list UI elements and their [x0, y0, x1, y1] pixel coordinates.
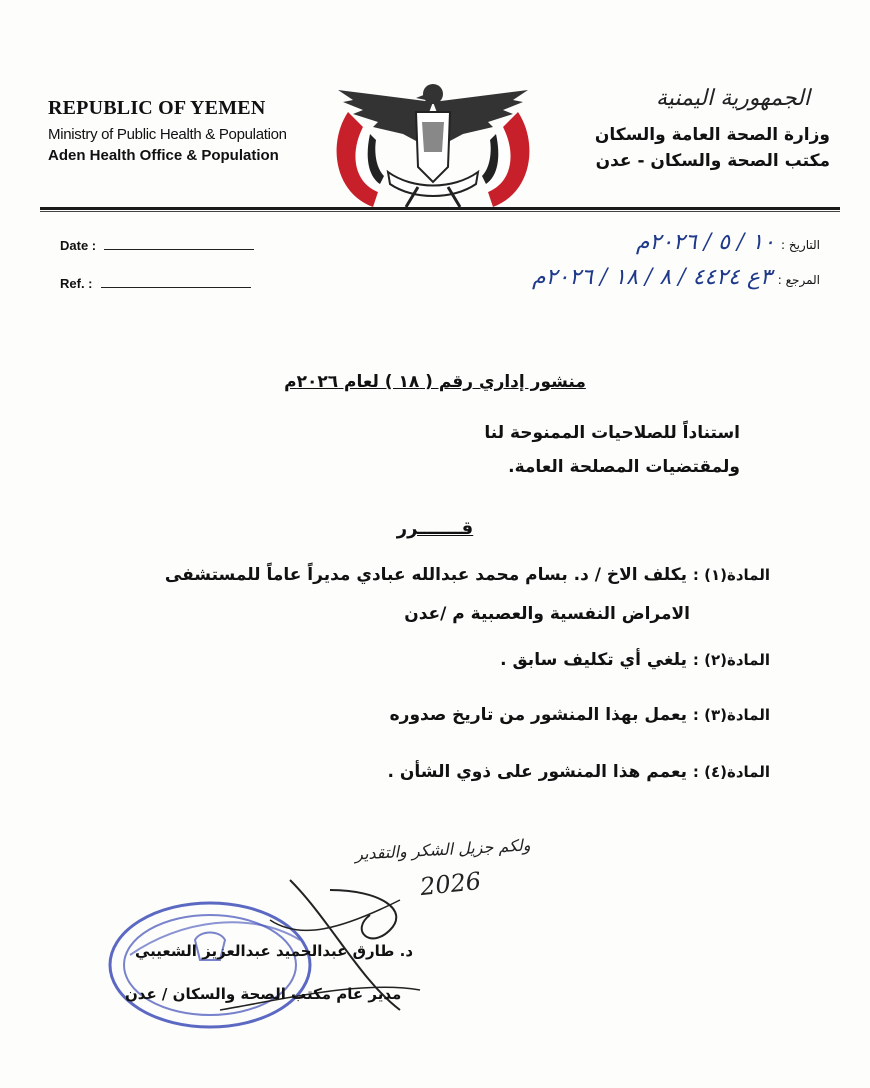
article-label: المادة(٢) : — [692, 651, 770, 669]
country-name-en: REPUBLIC OF YEMEN — [48, 97, 266, 119]
signatory-name: د. طارق عبدالحميد عبدالعزيز الشعيبي — [135, 942, 414, 960]
article-text: الامراض النفسية والعصبية م /عدن — [404, 604, 690, 624]
ministry-name-ar: وزارة الصحة العامة والسكان — [594, 125, 830, 145]
document-title: منشور إداري رقم ( ١٨ ) لعام ٢٠٢٦م — [284, 372, 586, 392]
header-divider — [40, 207, 840, 210]
header-divider-thin — [40, 211, 840, 212]
article-text: يلغي أي تكليف سابق . — [500, 650, 687, 670]
signatory-title: مدير عام مكتب الصحة والسكان / عدن — [125, 985, 402, 1003]
date-blank-line — [104, 237, 254, 250]
intro-line-2: ولمقتضيات المصلحة العامة. — [508, 457, 740, 477]
article-label: المادة(٣) : — [692, 706, 770, 724]
date-value-ar: ١٠ / ٥ / ٢٠٢٦م — [635, 230, 775, 255]
article-1-continuation — [404, 604, 690, 624]
article-label: المادة(٤) : — [692, 763, 770, 781]
article-2 — [500, 650, 770, 670]
ref-value-ar: ٣ع ٤٤٢٤ / ٨ / ١٨ / ٢٠٢٦م — [531, 265, 772, 290]
decided-heading: قـــــــرر — [396, 518, 474, 539]
date-field-ar — [636, 230, 820, 255]
office-name-en: Aden Health Office & Population — [48, 147, 279, 164]
official-stamp-icon — [100, 860, 540, 1060]
ref-field-en — [60, 275, 251, 291]
closing-handwritten: ولكم جزيل الشكر والتقدير — [354, 835, 531, 864]
article-text: يعمل بهذا المنشور من تاريخ صدوره — [389, 705, 687, 725]
article-1 — [165, 565, 770, 585]
office-name-ar: مكتب الصحة والسكان - عدن — [595, 151, 830, 171]
year-handwritten: 2026 — [418, 866, 483, 902]
date-field-en — [60, 237, 254, 253]
article-label: المادة(١) : — [692, 566, 770, 584]
header-english — [48, 97, 328, 164]
ref-blank-line — [101, 275, 251, 288]
intro-line-1: استناداً للصلاحيات الممنوحة لنا — [484, 423, 740, 443]
article-3 — [390, 705, 770, 725]
country-name-ar: الجمهورية اليمنية — [655, 86, 810, 111]
article-text: يكلف الاخ / د. بسام محمد عبدالله عبادي مديراً عاماً للمستشفى — [164, 565, 687, 585]
ref-label-ar: المرجع : — [777, 273, 820, 287]
yemen-emblem-icon — [318, 72, 548, 212]
ref-field-ar — [532, 265, 820, 290]
article-4 — [388, 762, 770, 782]
ministry-name-en: Ministry of Public Health & Population — [48, 126, 287, 143]
date-label-en: Date : — [60, 238, 97, 253]
date-label-ar: التاريخ : — [780, 238, 820, 252]
header-arabic — [560, 86, 830, 171]
ref-label-en: Ref. : — [60, 276, 93, 291]
article-text: يعمم هذا المنشور على ذوي الشأن . — [387, 762, 687, 782]
